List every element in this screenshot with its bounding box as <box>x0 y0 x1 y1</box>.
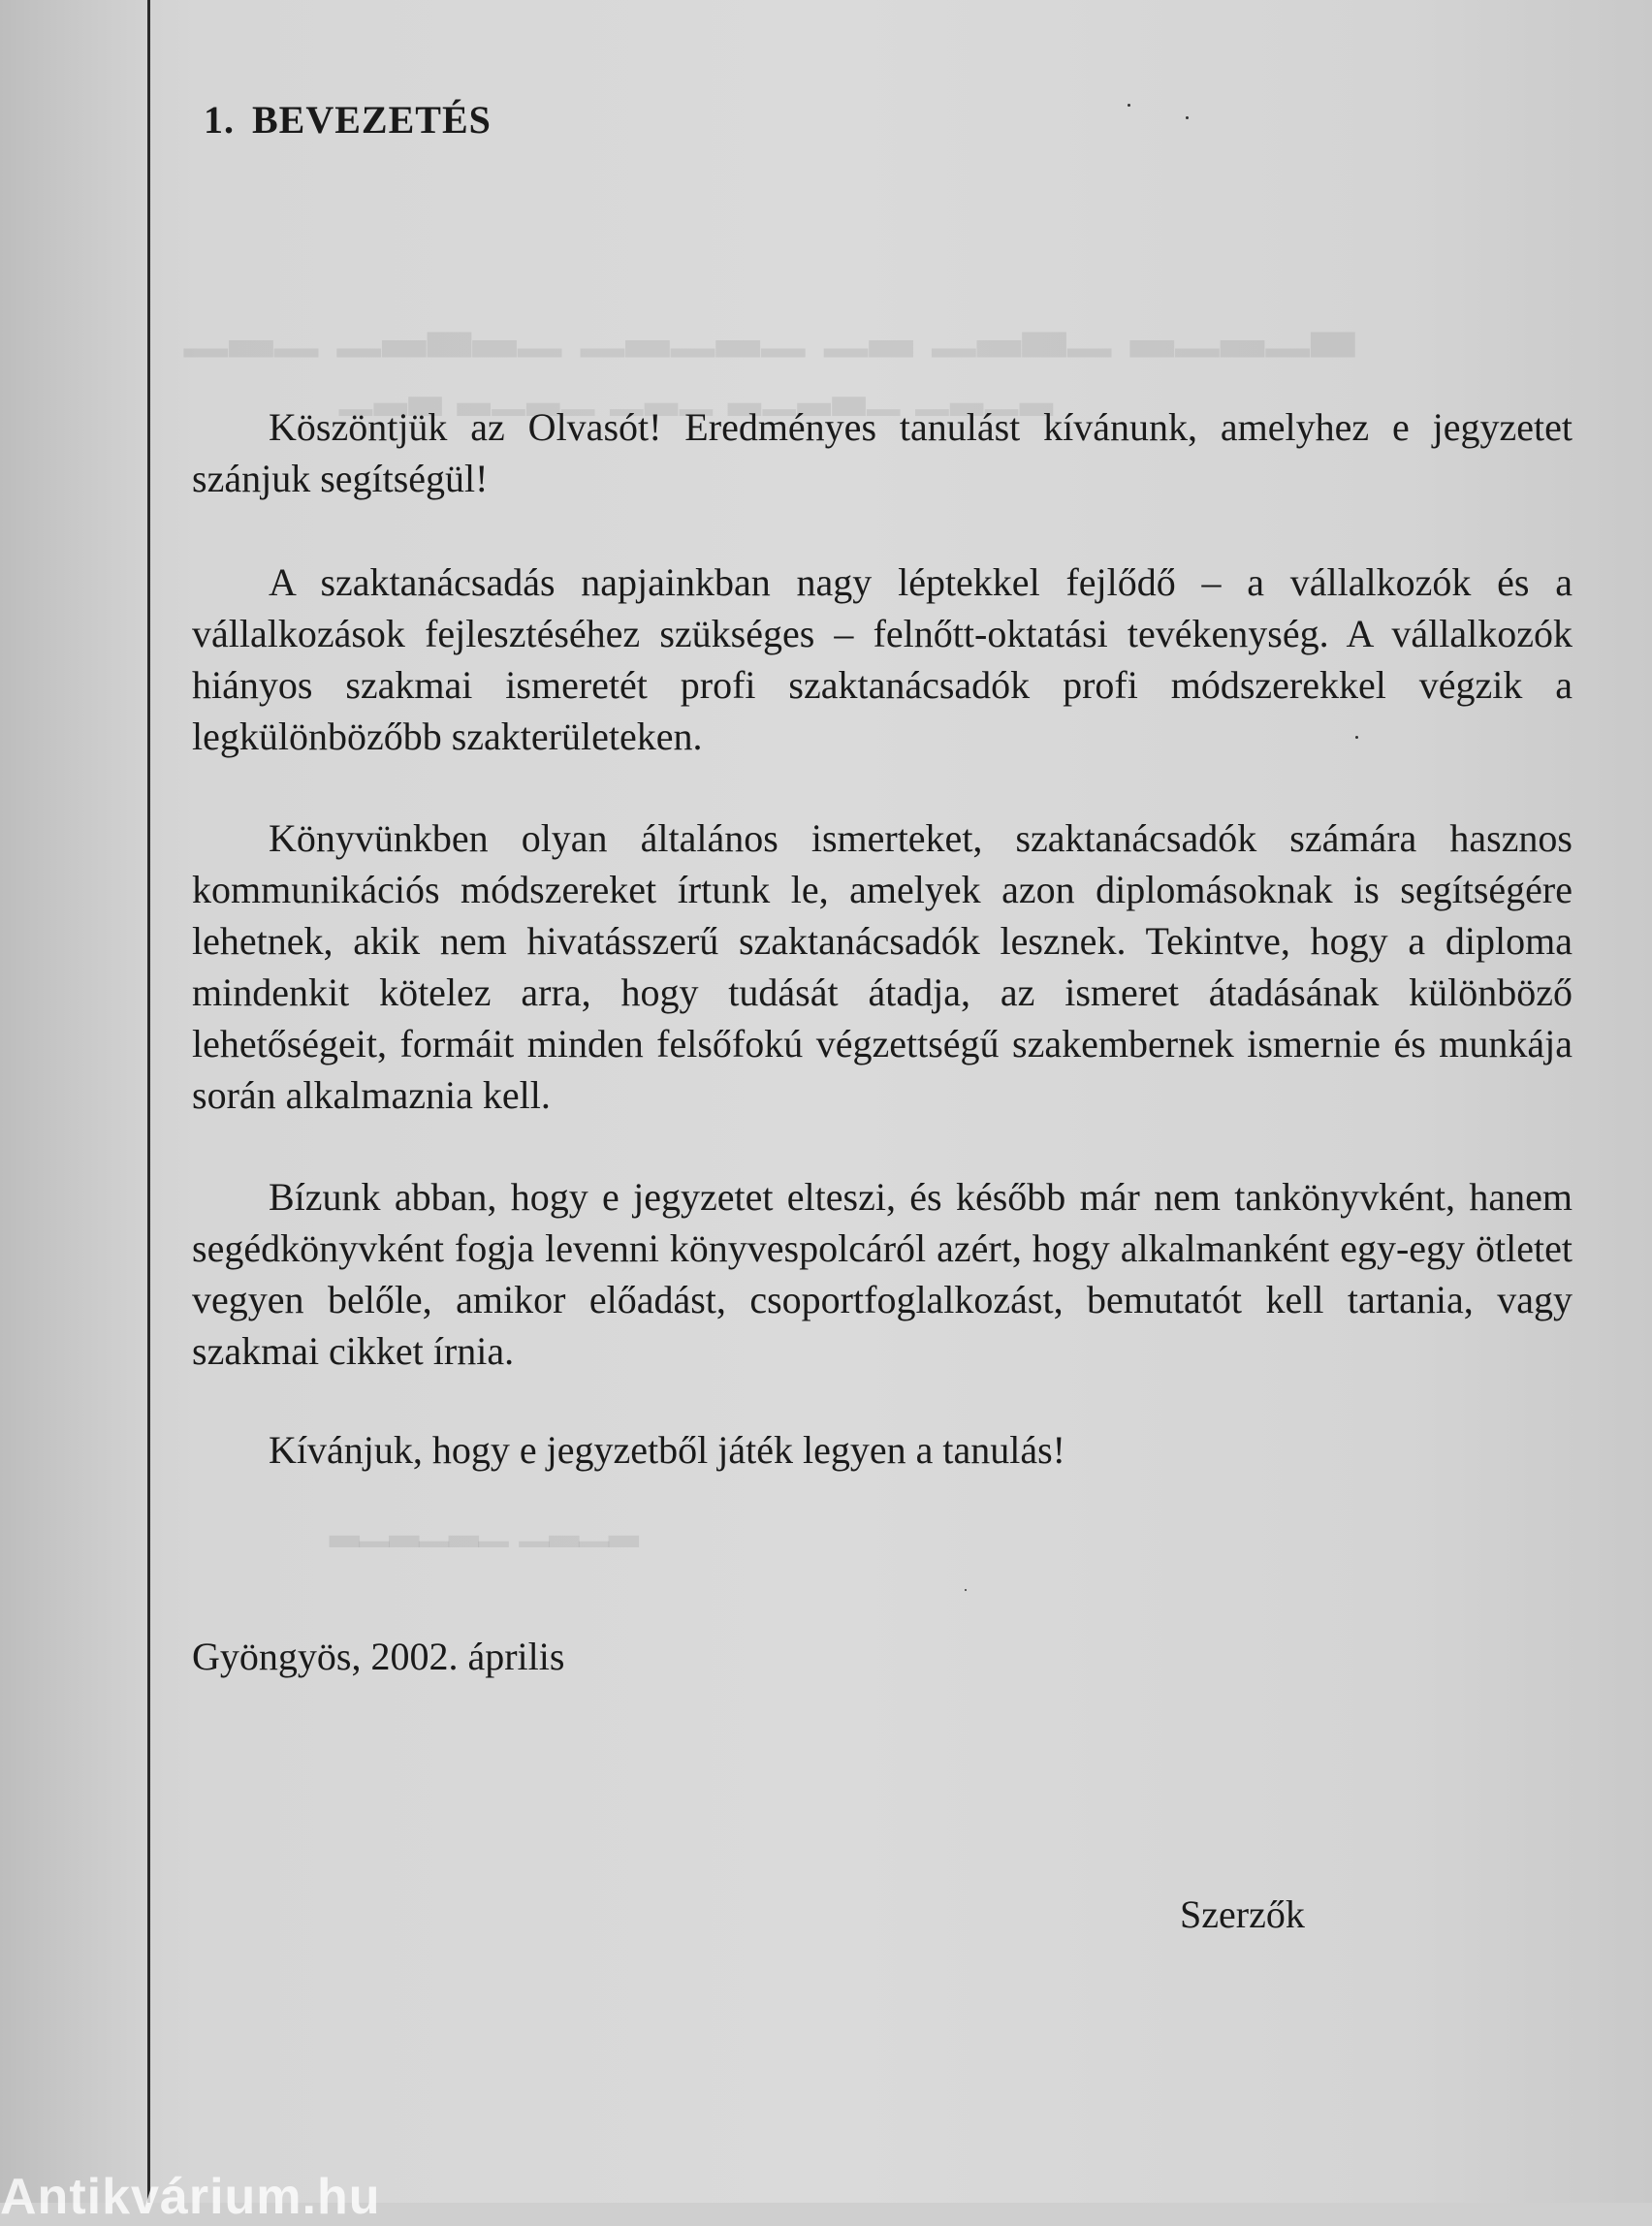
paragraph-wish: Kívánjuk, hogy e jegyzetből játék legyen a tanulás! <box>269 1428 1065 1472</box>
place-and-date: Gyöngyös, 2002. április <box>192 1635 565 1678</box>
bleed-through-texture: ▁▂▁ ▁▂▃▂▁ ▁▂▁▂▁ ▁▂ ▁▂▃▁ ▂▁▂▁▃ <box>184 293 1357 356</box>
page-left-rule <box>147 0 150 2203</box>
watermark: Antikvárium.hu <box>0 2169 381 2225</box>
paragraph-greeting: Köszöntjük az Olvasót! Eredményes tanulást kívánunk, amelyhez e jegyzetet szánjuk segítségül! <box>192 405 1573 500</box>
speck <box>1186 116 1189 119</box>
page-binding-edge <box>0 0 145 2203</box>
speck <box>965 1589 967 1591</box>
bleed-through-texture: ▂▁▂▁▂▁ ▁▂▁▂ <box>330 1504 639 1546</box>
chapter-number: 1. <box>204 98 235 142</box>
authors-signature: Szerzők <box>1180 1892 1305 1936</box>
chapter-heading <box>204 97 492 143</box>
speck <box>1128 104 1130 107</box>
paragraph-consulting: A szaktanácsadás napjainkban nagy léptekkel fejlődő – a vállalkozók és a vállalkozások fejlesztéséhez szükséges – felnőtt-oktatási tevékenység. A vállalkozók hiányos szakmai ismeretét profi szaktanácsadók profi módszerekkel végzik a legkülönbözőbb szakterületeken. <box>192 560 1573 758</box>
bleed-through-texture: ▁▂▃ ▂▁▂▁ ▁▂▁ ▂▁▂▃▁ ▁▂▁▂ <box>339 367 1055 415</box>
chapter-title: BEVEZETÉS <box>252 98 492 142</box>
paragraph-book-contents: Könyvünkben olyan általános ismerteket, szaktanácsadók számára hasznos kommunikációs módszereket írtunk le, amelyek azon diplomásoknak is segítségére lehetnek, akik nem hivatásszerű szaktanácsadók lesznek. Tekintve, hogy a diploma mindenkit kötelez arra, hogy tudását átadja, az ismeret átadásának különböző lehetőségeit, formáit minden felsőfokú végzettségű szakembernek ismernie és munkája során alkalmaznia kell. <box>192 816 1573 1117</box>
paragraph-hope: Bízunk abban, hogy e jegyzetet elteszi, és később már nem tankönyvként, hanem segédkönyvként fogja levenni könyvespolcáról azért, hogy alkalmanként egy-egy ötletet vegyen belőle, amikor előadást, csoportfoglalkozást, bemutatót kell tartania, vagy szakmai cikket írnia. <box>192 1175 1573 1373</box>
